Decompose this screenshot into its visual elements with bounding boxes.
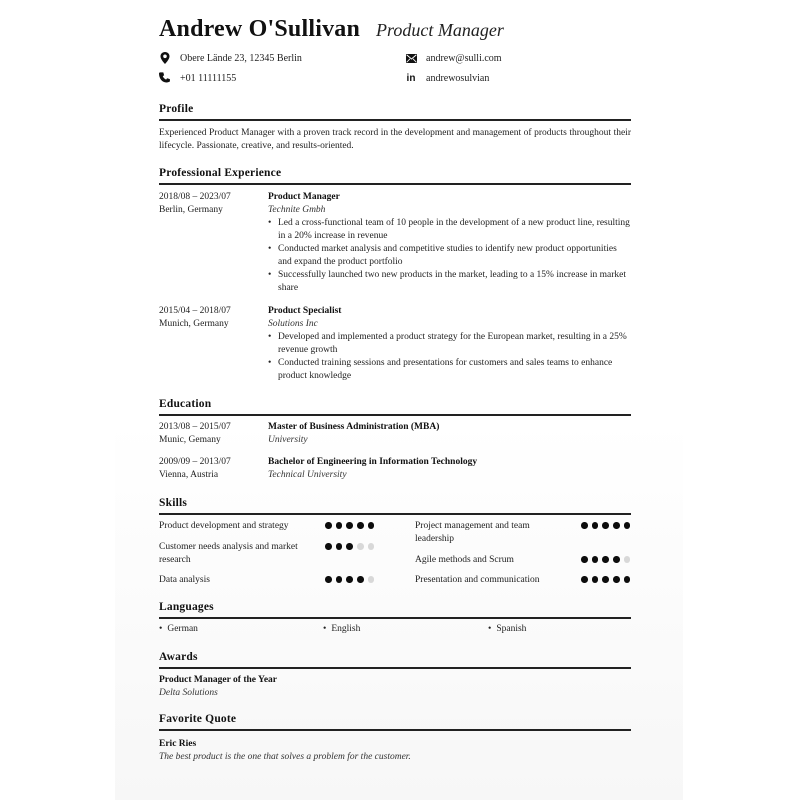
section-divider — [159, 414, 631, 416]
section-heading-experience: Professional Experience — [159, 167, 282, 179]
section-heading-profile: Profile — [159, 103, 194, 115]
experience-bullets — [268, 331, 631, 383]
award-title: Product Manager of the Year — [159, 675, 278, 685]
envelope-icon — [405, 52, 417, 64]
rating-dot-filled — [624, 522, 631, 529]
rating-dot-filled — [602, 556, 609, 563]
section-divider — [159, 617, 631, 619]
contact-linkedin[interactable] — [405, 72, 489, 84]
rating-dot-filled — [325, 543, 332, 550]
quote-author: Eric Ries — [159, 739, 197, 749]
rating-dot-empty — [368, 576, 375, 583]
rating-dot-empty — [357, 543, 364, 550]
section-divider — [159, 513, 631, 515]
section-divider — [159, 667, 631, 669]
rating-dot-filled — [624, 576, 631, 583]
rating-dot-filled — [336, 543, 343, 550]
section-heading-languages: Languages — [159, 601, 214, 613]
candidate-title: Product Manager — [376, 20, 504, 40]
section-heading-skills: Skills — [159, 497, 188, 509]
skill-label: Data analysis — [159, 575, 210, 585]
rating-dot-empty — [624, 556, 631, 563]
education-degree: Bachelor of Engineering in Information Technology — [268, 457, 478, 467]
education-location: Munic, Gemany — [159, 435, 221, 445]
rating-dot-filled — [368, 522, 375, 529]
rating-dot-filled — [325, 576, 332, 583]
skill-rating — [325, 576, 374, 583]
rating-dot-filled — [346, 522, 353, 529]
phone-icon — [159, 72, 171, 84]
education-location: Vienna, Austria — [159, 470, 219, 480]
education-dates: 2009/09 – 2013/07 — [159, 457, 231, 467]
rating-dot-filled — [581, 576, 588, 583]
education-school: University — [268, 435, 308, 445]
quote-text: The best product is the one that solves a problem for the customer. — [159, 752, 411, 762]
rating-dot-filled — [592, 522, 599, 529]
rating-dot-filled — [336, 576, 343, 583]
rating-dot-filled — [613, 522, 620, 529]
rating-dot-filled — [357, 576, 364, 583]
contact-email[interactable] — [405, 52, 502, 64]
rating-dot-filled — [613, 576, 620, 583]
candidate-name: Andrew O'Sullivan — [159, 16, 361, 42]
language-item: • German — [159, 624, 198, 634]
award-issuer: Delta Solutions — [159, 688, 218, 698]
linkedin-icon: in — [406, 72, 416, 84]
rating-dot-filled — [592, 556, 599, 563]
rating-dot-filled — [581, 556, 588, 563]
resume-header — [159, 16, 504, 43]
rating-dot-filled — [613, 556, 620, 563]
experience-company: Technite Gmbh — [268, 205, 326, 215]
experience-role: Product Specialist — [268, 306, 342, 316]
skill-rating — [325, 522, 374, 529]
section-divider — [159, 729, 631, 731]
experience-bullet: • Led a cross-functional team of 10 people in the development of a new product line, resulting in a 20% increase in revenue — [268, 217, 631, 243]
section-heading-education: Education — [159, 398, 212, 410]
rating-dot-filled — [357, 522, 364, 529]
rating-dot-filled — [602, 522, 609, 529]
experience-dates: 2018/08 – 2023/07 — [159, 192, 231, 202]
skill-label: Product development and strategy — [159, 521, 289, 531]
rating-dot-filled — [602, 576, 609, 583]
skill-rating — [581, 522, 630, 529]
contact-address — [159, 52, 302, 64]
experience-role: Product Manager — [268, 192, 340, 202]
rating-dot-filled — [581, 522, 588, 529]
quote-entry — [159, 738, 631, 764]
skill-rating — [581, 576, 630, 583]
rating-dot-filled — [592, 576, 599, 583]
skill-label: Agile methods and Scrum — [415, 555, 514, 565]
experience-bullet: • Developed and implemented a product strategy for the European market, resulting in a 25% revenue growth — [268, 331, 631, 357]
experience-location: Berlin, Germany — [159, 205, 223, 215]
phone-text: +01 11111155 — [180, 72, 237, 84]
section-divider — [159, 119, 631, 121]
email-link[interactable]: andrew@sulli.com — [426, 52, 502, 64]
education-degree: Master of Business Administration (MBA) — [268, 422, 440, 432]
rating-dot-filled — [346, 576, 353, 583]
profile-summary: Experienced Product Manager with a proven track record in the development and management of products throughout their lifecycle. Passionate, creative, and results-oriented. — [159, 128, 631, 151]
skill-label: Project management and team leadership — [415, 521, 530, 544]
experience-location: Munich, Germany — [159, 319, 229, 329]
contact-phone — [159, 72, 236, 84]
linkedin-link[interactable]: andrewosulvian — [426, 72, 490, 84]
section-heading-quote: Favorite Quote — [159, 713, 237, 725]
experience-bullet: • Conducted training sessions and presentations for customers and sales teams to enhance product knowledge — [268, 357, 631, 383]
experience-bullets — [268, 217, 631, 295]
experience-bullet: • Conducted market analysis and competitive studies to identify new product opportunities and expand the product portfolio — [268, 243, 631, 269]
skill-rating — [581, 556, 630, 563]
rating-dot-filled — [325, 522, 332, 529]
section-divider — [159, 183, 631, 185]
address-text: Obere Lände 23, 12345 Berlin — [180, 52, 302, 64]
skill-label: Customer needs analysis and market research — [159, 542, 298, 565]
language-item: • English — [323, 624, 360, 634]
experience-dates: 2015/04 – 2018/07 — [159, 306, 231, 316]
award-entry — [159, 674, 631, 700]
experience-company: Solutions Inc — [268, 319, 318, 329]
rating-dot-filled — [346, 543, 353, 550]
location-pin-icon — [159, 52, 171, 64]
skill-rating — [325, 543, 374, 550]
education-school: Technical University — [268, 470, 347, 480]
section-heading-awards: Awards — [159, 651, 198, 663]
rating-dot-empty — [368, 543, 375, 550]
rating-dot-filled — [336, 522, 343, 529]
experience-bullet: • Successfully launched two new products in the market, leading to a 15% increase in market share — [268, 269, 631, 295]
education-dates: 2013/08 – 2015/07 — [159, 422, 231, 432]
language-item: • Spanish — [488, 624, 526, 634]
skill-label: Presentation and communication — [415, 575, 540, 585]
